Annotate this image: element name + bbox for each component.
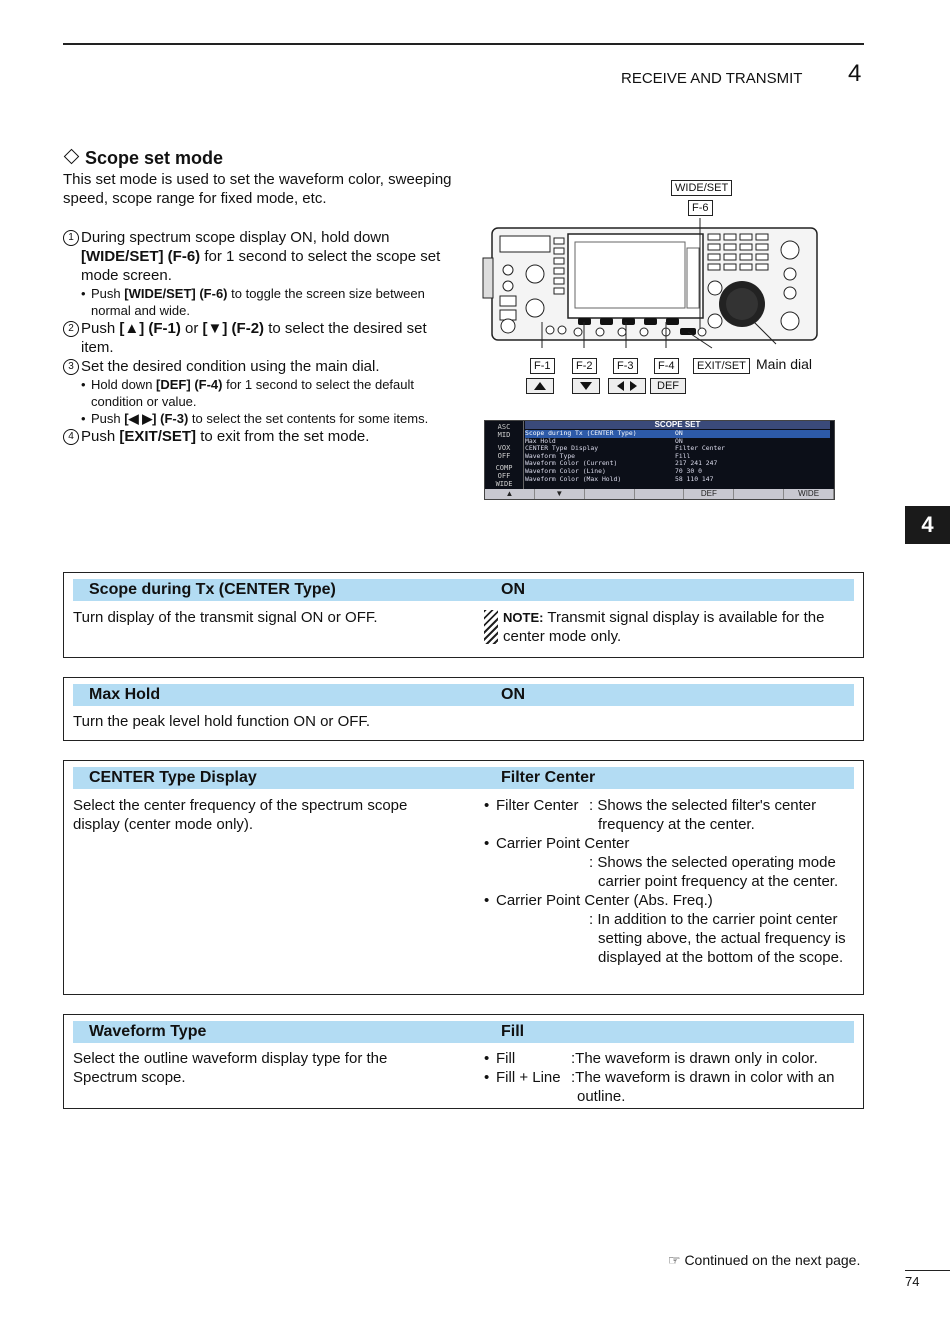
option-item: • Fill + Line :The waveform is drawn in color with an outline. <box>484 1068 859 1106</box>
screen-title: SCOPE SET <box>525 421 830 429</box>
screen-row: Waveform Type Fill <box>525 451 691 460</box>
setting-scope-during-tx <box>63 572 864 658</box>
screen-softkey: DEF <box>684 489 734 499</box>
section-title: Scope set mode <box>63 148 223 169</box>
def-key: DEF <box>650 378 686 394</box>
option-item: • Carrier Point Center <box>484 834 859 853</box>
screen-softkey: WIDE <box>784 489 834 499</box>
setting-description: Turn the peak level hold function ON or OFF. <box>73 713 371 730</box>
f3-label: F-3 <box>613 358 638 374</box>
step-2: 2 Push [▲] (F-1) or [▼] (F-2) to select the desired set item. <box>63 319 458 357</box>
screen-row: Waveform Color (Current) 217 241 247 <box>525 459 718 468</box>
continued-note: ☞ Continued on the next page. <box>668 1252 861 1268</box>
screen-rows <box>525 430 830 483</box>
screen-softkey: ▼ <box>535 489 585 499</box>
step-1: 1 During spectrum scope display ON, hold down [WIDE/SET] (F-6) for 1 second to select the scope set mode screen. <box>63 228 458 285</box>
page-rule <box>905 1270 950 1271</box>
section-intro: This set mode is used to set the waveform color, sweeping speed, scope range for fixed mode, etc. <box>63 171 452 207</box>
down-key-icon <box>572 378 600 394</box>
screen-row: Waveform Color (Max Hold) 58 110 147 <box>525 474 714 483</box>
steps-list <box>63 228 458 446</box>
up-key-icon <box>526 378 554 394</box>
setting-options: • Filter Center : Shows the selected filter's center frequency at the center. • Carrier Point Center : Shows the selected operating mode carrier point frequency at the center. • Carrier Point Center (Abs. Freq.) : In addition to the carrier point center setting above, the actual frequency is displayed at the bottom of the scope. <box>484 796 859 967</box>
setting-max-hold <box>63 677 864 741</box>
radio-front-panel-illustration <box>480 178 830 398</box>
setting-description: Select the outline waveform display type for the Spectrum scope. <box>73 1050 388 1086</box>
setting-description: Select the center frequency of the spectrum scope display (center mode only). <box>73 797 408 833</box>
screen-row: Scope during Tx (CENTER Type) ON <box>525 430 830 438</box>
page-number: 74 <box>905 1274 920 1289</box>
f4-label: F-4 <box>654 358 679 374</box>
step-4: 4 Push [EXIT/SET] to exit from the set mode. <box>63 427 458 446</box>
wide-set-label: WIDE/SET <box>671 180 732 196</box>
setting-note: NOTE: Transmit signal display is available for the center mode only. <box>484 608 859 646</box>
screen-row: Waveform Color (Line) 70 30 0 <box>525 466 702 475</box>
setting-waveform-type <box>63 1014 864 1109</box>
note-icon <box>484 610 498 644</box>
setting-default: Filter Center <box>501 769 596 786</box>
step-3-sub-1: • Hold down [DEF] (F-4) for 1 second to select the default condition or value. <box>63 376 458 410</box>
main-dial-label: Main dial <box>756 356 813 372</box>
scope-set-screen <box>484 420 835 500</box>
chapter-tab: 4 <box>905 506 950 544</box>
setting-description: Turn display of the transmit signal ON or OFF. <box>73 609 378 626</box>
chapter-number: 4 <box>848 60 862 87</box>
header-rule <box>63 43 864 45</box>
setting-name: CENTER Type Display <box>89 769 257 786</box>
screen-row: CENTER Type Display Filter Center <box>525 444 726 453</box>
setting-name: Max Hold <box>89 686 161 703</box>
exit-set-label: EXIT/SET <box>693 358 750 374</box>
screen-softkey: ▲ <box>485 489 535 499</box>
setting-default: Fill <box>501 1023 525 1040</box>
screen-softkey <box>585 489 635 499</box>
screen-softkey <box>635 489 685 499</box>
left-right-key-icon <box>608 378 646 394</box>
setting-default: ON <box>501 581 525 598</box>
setting-name: Scope during Tx (CENTER Type) <box>89 581 336 598</box>
header-title: RECEIVE AND TRANSMIT <box>621 70 803 87</box>
step-3-sub-2: • Push [◀ ▶] (F-3) to select the set contents for some items. <box>63 410 458 427</box>
diamond-icon <box>64 149 80 165</box>
setting-center-type-display <box>63 760 864 995</box>
step-1-sub: • Push [WIDE/SET] (F-6) to toggle the screen size between normal and wide. <box>63 285 458 319</box>
option-item: • Filter Center : Shows the selected filter's center frequency at the center. <box>484 796 859 834</box>
setting-options <box>484 1049 859 1106</box>
option-item: • Carrier Point Center (Abs. Freq.) <box>484 891 859 910</box>
screen-softkey <box>734 489 784 499</box>
option-item: • Fill :The waveform is drawn only in color. <box>484 1049 859 1068</box>
f6-label: F-6 <box>688 200 713 216</box>
f1-label: F-1 <box>530 358 555 374</box>
screen-softkeys <box>485 489 834 499</box>
f2-label: F-2 <box>572 358 597 374</box>
screen-side-panel: ASC MID VOX OFF COMP OFF WIDE <box>485 421 524 489</box>
screen-row: Max Hold ON <box>525 436 683 445</box>
step-3: 3 Set the desired condition using the main dial. <box>63 357 458 376</box>
setting-name: Waveform Type <box>89 1023 207 1040</box>
setting-default: ON <box>501 686 525 703</box>
